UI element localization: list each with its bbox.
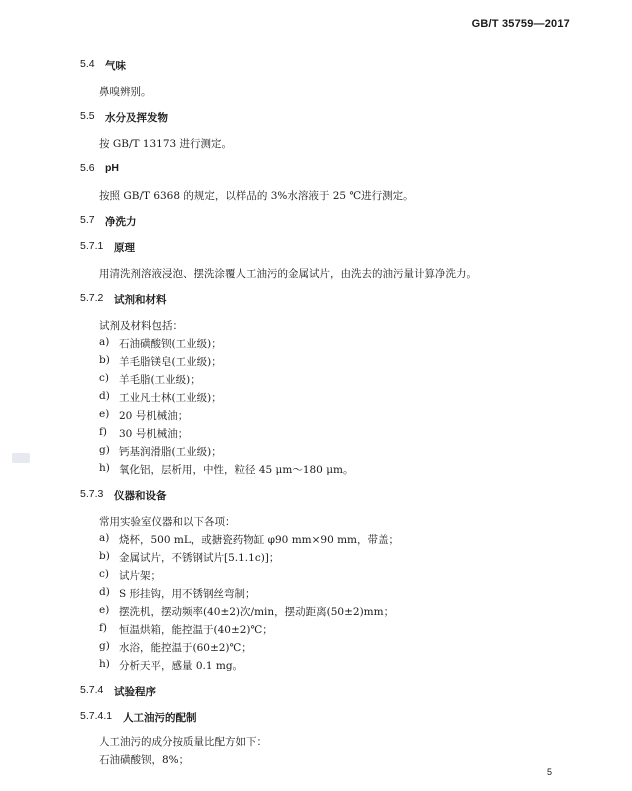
list-item: 羊毛脂(工业级)； xyxy=(119,374,201,386)
page-number: 5 xyxy=(546,767,552,777)
list-marker: h) xyxy=(99,462,110,474)
section-number: 5.7 xyxy=(80,214,95,226)
list-item: 20 号机械油； xyxy=(119,410,189,422)
list-marker: a) xyxy=(99,336,110,348)
list-marker: c) xyxy=(99,568,109,580)
list-marker: d) xyxy=(99,586,110,598)
paragraph: 鼻嗅辨别。 xyxy=(99,86,152,98)
list-marker: b) xyxy=(99,354,110,366)
section-heading: 人工油污的配制 xyxy=(123,712,197,724)
list-item: 水浴，能控温于(60±2)℃； xyxy=(119,642,252,654)
section-number: 5.7.1 xyxy=(80,240,104,252)
section-number: 5.7.3 xyxy=(80,488,104,500)
list-marker: b) xyxy=(99,550,110,562)
list-marker: e) xyxy=(99,408,110,420)
list-item: S 形挂钩，用不锈钢丝弯制； xyxy=(119,588,256,600)
section-number: 5.4 xyxy=(80,58,95,70)
list-item: 工业凡士林(工业级)； xyxy=(119,392,222,404)
section-heading: 净洗力 xyxy=(105,216,137,228)
list-item: 摆洗机，摆动频率(40±2)次/min，摆动距离(50±2)mm； xyxy=(119,606,395,618)
list-item: 分析天平，感量 0.1 mg。 xyxy=(119,660,244,672)
list-marker: a) xyxy=(99,532,110,544)
margin-tab xyxy=(12,453,30,463)
section-heading: 试验程序 xyxy=(114,686,156,698)
list-item: 金属试片，不锈钢试片[5.1.1c)]； xyxy=(119,552,280,564)
section-heading: 仪器和设备 xyxy=(114,490,167,502)
paragraph: 用清洗剂溶液浸泡、摆洗涂覆人工油污的金属试片，由洗去的油污量计算净洗力。 xyxy=(99,268,477,280)
list-marker: g) xyxy=(99,640,110,652)
list-item: 恒温烘箱，能控温于(40±2)℃； xyxy=(119,624,273,636)
list-item: 羊毛脂镁皂(工业级)； xyxy=(119,356,222,368)
paragraph: 按 GB/T 13173 进行测定。 xyxy=(99,138,233,150)
list-marker: h) xyxy=(99,658,110,670)
section-heading: pH xyxy=(105,162,119,174)
paragraph: 石油磺酸钡，8%； xyxy=(99,754,190,766)
list-item: 烧杯，500 mL，或搪瓷药物缸 φ90 mm×90 mm，带盖； xyxy=(119,534,400,546)
paragraph: 常用实验室仪器和以下各项： xyxy=(99,516,236,528)
list-marker: e) xyxy=(99,604,110,616)
list-marker: f) xyxy=(99,426,107,438)
section-number: 5.7.4 xyxy=(80,684,104,696)
section-number: 5.5 xyxy=(80,110,95,122)
list-marker: f) xyxy=(99,622,107,634)
section-number: 5.7.4.1 xyxy=(80,710,113,722)
paragraph: 按照 GB/T 6368 的规定，以样品的 3%水溶液于 25 ℃进行测定。 xyxy=(99,190,414,202)
list-marker: c) xyxy=(99,372,109,384)
list-marker: d) xyxy=(99,390,110,402)
section-number: 5.7.2 xyxy=(80,292,104,304)
section-heading: 试剂和材料 xyxy=(114,294,167,306)
list-item: 氧化铝，层析用，中性，粒径 45 μm～180 μm。 xyxy=(119,464,354,476)
list-item: 钙基润滑脂(工业级)； xyxy=(119,446,222,458)
standard-code: GB/T 35759—2017 xyxy=(471,18,570,30)
section-number: 5.6 xyxy=(80,162,95,174)
section-heading: 气味 xyxy=(105,60,126,72)
paragraph: 试剂及材料包括： xyxy=(99,320,183,332)
paragraph: 人工油污的成分按质量比配方如下： xyxy=(99,736,267,748)
section-heading: 原理 xyxy=(114,242,135,254)
section-heading: 水分及挥发物 xyxy=(105,112,168,124)
list-item: 试片架； xyxy=(119,570,161,582)
list-marker: g) xyxy=(99,444,110,456)
list-item: 30 号机械油； xyxy=(119,428,189,440)
list-item: 石油磺酸钡(工业级)； xyxy=(119,338,222,350)
